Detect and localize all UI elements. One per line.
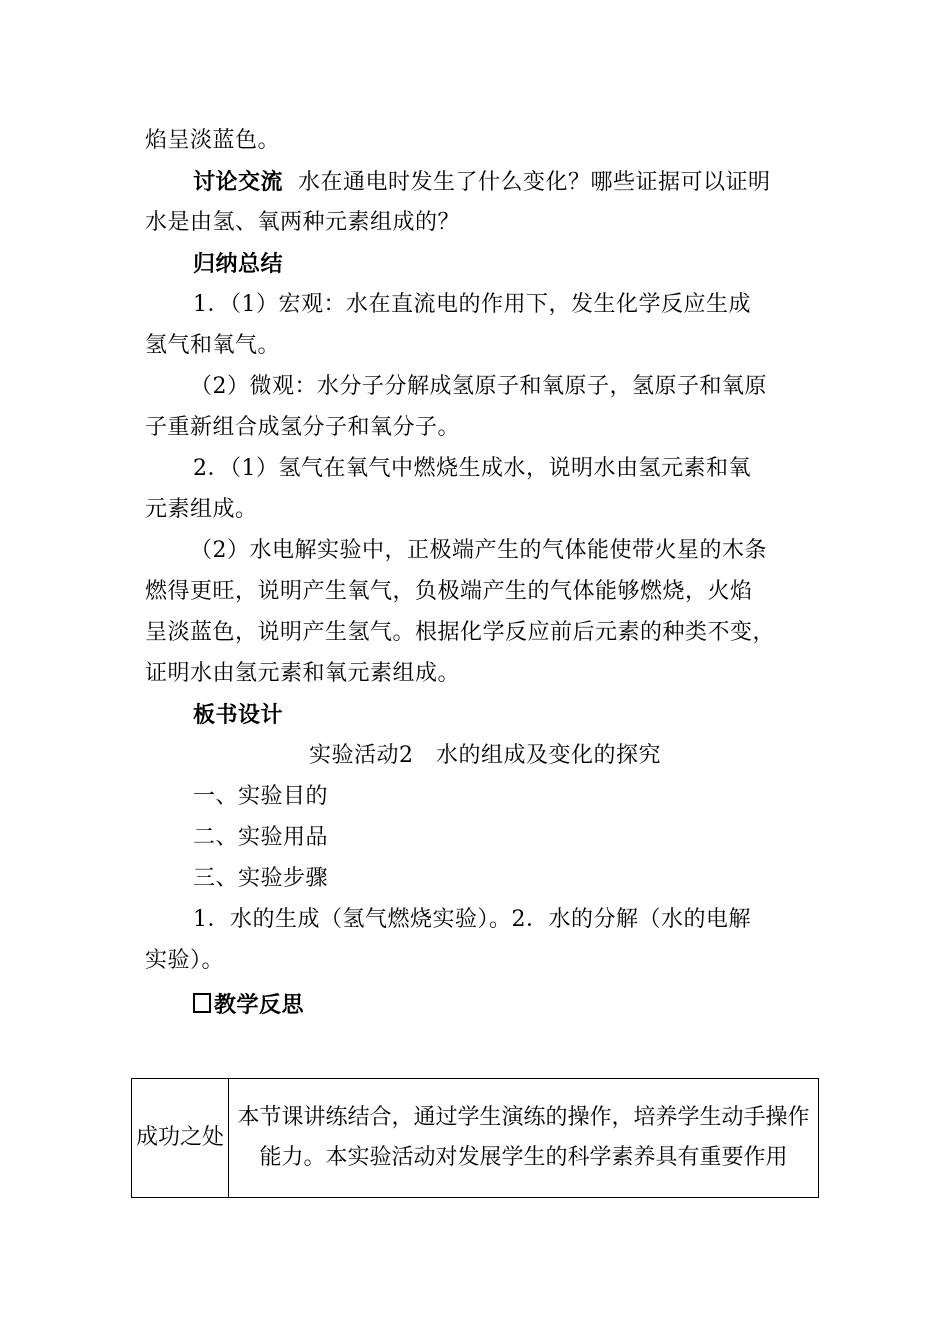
reflection-heading [193,990,825,1020]
text-line: 燃得更旺，说明产生氧气，负极端产生的气体能够燃烧，火焰 [145,579,753,604]
text-line: （2）微观：水分子分解成氢原子和氧原子，氢原子和氧原 [190,374,767,399]
board-item: 一、实验目的 [193,784,329,809]
board-item: 二、实验用品 [193,825,329,850]
text-line: 证明水由氢元素和氧元素组成。 [145,661,461,686]
board-heading: 实验活动2 水的组成及变化的探究 [309,743,661,768]
summary-heading: 归纳总结 [193,251,284,277]
checkbox-square-icon [193,993,211,1013]
text-line: （2）水电解实验中，正极端产生的气体能使带火星的木条 [190,538,767,563]
board-item: 三、实验步骤 [193,866,329,891]
discussion-question: 水在通电时发生了什么变化？哪些证据可以证明 [298,170,771,195]
discussion-line [193,167,825,198]
reflection-content-cell: 本节课讲练结合，通过学生演练的操作，培养学生动手操作能力。本实验活动对发展学生的科学素养具有重要作用 [229,1079,819,1198]
table-row [132,1079,819,1198]
text-line: 氢气和氧气。 [145,333,281,358]
text-line: 子重新组合成氢分子和氧分子。 [145,415,461,440]
board-item: 1．水的生成（氢气燃烧实验）。2．水的分解（水的电解 [193,907,751,932]
reflection-table [131,1078,819,1198]
text-line: 实验）。 [145,948,225,973]
text-line: 呈淡蓝色，说明产生氢气。根据化学反应前后元素的种类不变， [145,620,776,645]
text-line: 焰呈淡蓝色。 [145,128,281,153]
text-line: 元素组成。 [145,497,258,522]
discussion-label: 讨论交流 [193,169,284,195]
reflection-label-cell: 成功之处 [132,1079,229,1198]
board-design-heading: 板书设计 [193,702,284,728]
text-line: 1．（1）宏观：水在直流电的作用下，发生化学反应生成 [193,292,751,317]
text-line: 2．（1）氢气在氧气中燃烧生成水，说明水由氢元素和氧 [193,456,751,481]
text-line: 水是由氢、氧两种元素组成的？ [145,210,461,235]
reflection-heading-label: 教学反思 [214,992,305,1018]
